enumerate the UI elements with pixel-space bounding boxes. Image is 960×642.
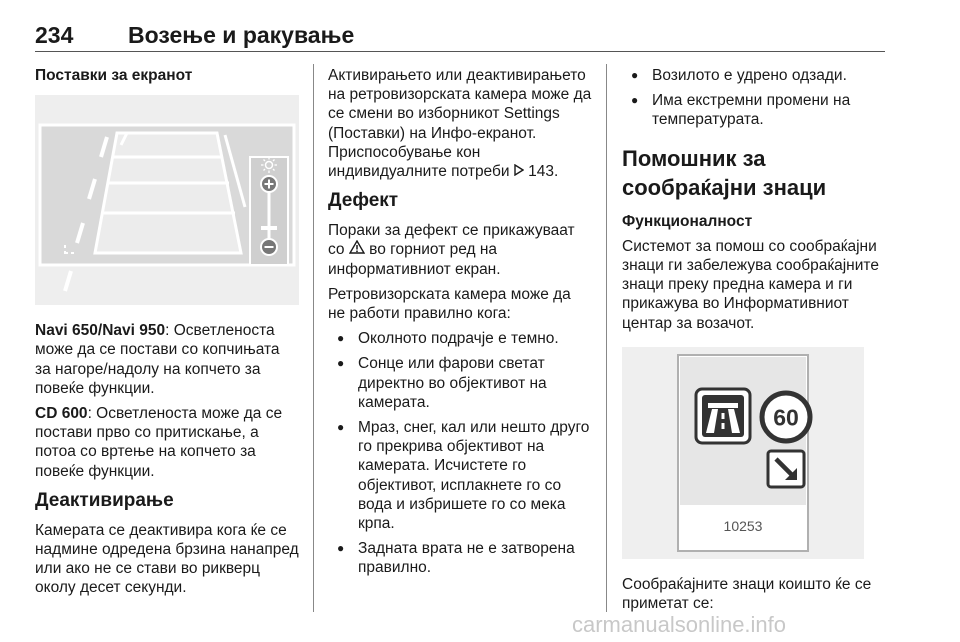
activation-paragraph [328, 66, 592, 181]
diagonal-arrow-sign-icon [768, 451, 804, 487]
camera-issue-list [328, 329, 592, 577]
speed-limit-value: 60 [773, 404, 799, 431]
fault-heading: Дефект [328, 190, 399, 212]
page-number: 234 [35, 22, 74, 48]
fault-text-start: Пораки за дефект се прикажуваат со [328, 222, 575, 259]
navi-brightness-paragraph [35, 321, 299, 398]
brightness-slider-handle [261, 226, 277, 230]
list-item: ● Возилото е удрено одзади. [622, 66, 886, 85]
minus-icon [261, 239, 277, 255]
traffic-sign-display-figure [622, 347, 864, 559]
warning-triangle-icon [349, 240, 365, 254]
fault-text-end: во горниот ред на информативниот екран. [328, 241, 501, 278]
parking-guide-area [95, 133, 241, 253]
column-2 [328, 66, 592, 584]
page-reference-icon [514, 164, 524, 176]
navi-brightness-text: : Осветленоста може да се постави со копчињата за нагоре/надолу на копчето за повеќе функции. [35, 322, 280, 397]
deactivation-heading: Деактивирање [35, 489, 174, 511]
cd600-brightness-paragraph [35, 404, 299, 481]
traffic-sign-illustration [622, 347, 864, 559]
column-divider-1 [313, 64, 314, 612]
deactivation-text: Камерата се деактивира кога ќе се надмине одредена брзина нанапред или ако не се стави во рикверц околу десет секунди. [35, 521, 299, 597]
column-divider-2 [606, 64, 607, 612]
watermark: carmanualsonline.info [572, 612, 787, 637]
cd600-brightness-text: : Осветленоста може да се постави прво со притискање, а потоа со вртење на копчето за повеќе функции. [35, 405, 283, 480]
rear-camera-illustration [35, 95, 299, 305]
list-item: ● Околното подрачје е темно. [328, 329, 592, 348]
display-settings-heading: Поставки за екранот [35, 67, 193, 84]
cd600-model-label: CD 600 [35, 405, 88, 423]
list-item: ● Има екстремни промени на температурата. [622, 91, 886, 129]
not-working-text: Ретровизорската камера може да не работи правилно кога: [328, 285, 571, 323]
list-item: ● Задната врата не е затворена правилно. [328, 539, 592, 577]
navi-model-label: Navi 650/Navi 950 [35, 322, 166, 340]
camera-issue-list-continued [622, 66, 886, 130]
figure-number: 10253 [723, 517, 763, 534]
column-1 [35, 66, 299, 604]
activation-page-ref: 143. [528, 163, 559, 181]
functionality-text: Системот за помош со сообраќајни знаци ги забележува сообраќајните знаци преку предна камера и ги прикажува во Информативниот центар за возачот. [622, 237, 879, 332]
motorway-sign-icon [696, 389, 750, 443]
page-header [35, 20, 885, 52]
functionality-heading: Функционалност [622, 212, 753, 230]
plus-icon [261, 176, 277, 192]
list-item: ● Мраз, снег, кал или нешто друго го прекрива објективот на камерата. Исчистете го објективот, исплакнете го со вода и избришете го со мека крпа. [328, 418, 592, 533]
list-item: ● Сонце или фарови светат директно во објективот на камерата. [328, 354, 592, 412]
chapter-title: Возење и ракување [128, 22, 355, 48]
detected-signs-caption: Сообраќајните знаци коишто ќе се приметат се: [622, 575, 872, 613]
activation-text: Активирањето или деактивирањето на ретровизорската камера може да се смени во изборникот Settings (Поставки) на Инфо-екранот. Приспособување кон индивидуалните потреби [328, 67, 592, 181]
traffic-sign-assistant-heading: Помошник за сообраќајни знаци [622, 145, 827, 200]
rear-camera-display-figure [35, 95, 299, 305]
column-3 [622, 66, 886, 619]
fault-paragraph [328, 221, 592, 279]
speed-limit-sign-icon [762, 393, 810, 441]
